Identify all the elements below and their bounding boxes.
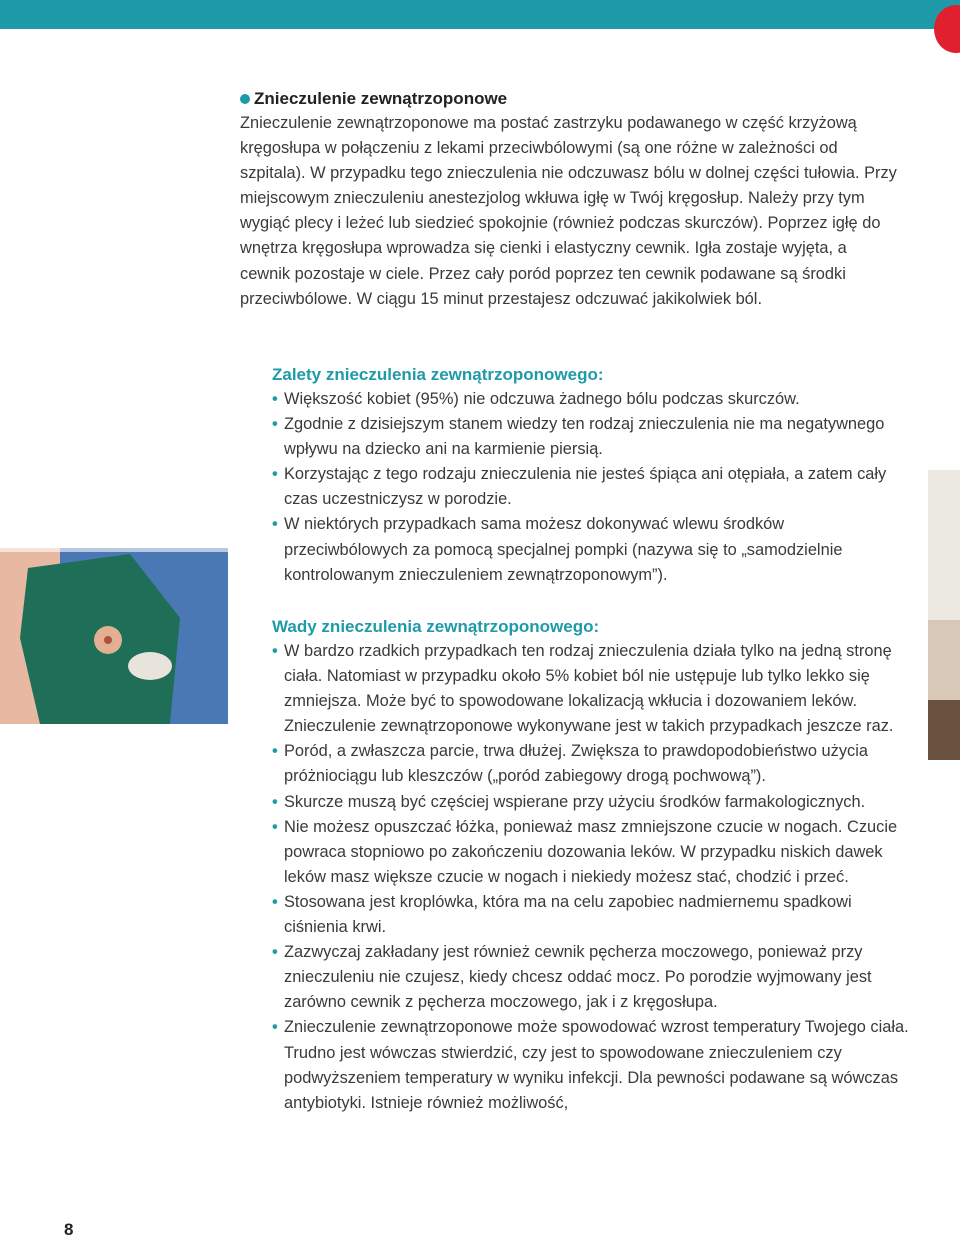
intro-section bbox=[240, 86, 900, 312]
advantages-list bbox=[272, 387, 912, 588]
list-item: • Zgodnie z dzisiejszym stanem wiedzy ten rodzaj znieczulenia nie ma negatywnego wpływu na dziecko ani na karmienie piersią. bbox=[272, 412, 912, 462]
list-item: • W bardzo rzadkich przypadkach ten rodzaj znieczulenia działa tylko na jedną stronę ciała. Natomiast w przypadku około 5% kobiet ból nie ustępuje lub tylko lekko się zmniejsza. Może być to spowodowane lokalizacją wkłucia i dozowaniem leków. Znieczulenie zewnątrzoponowe wykonywane jest w takich przypadkach jeszcze raz. bbox=[272, 639, 912, 739]
intro-heading bbox=[240, 86, 900, 111]
list-item: • Znieczulenie zewnątrzoponowe może spowodować wzrost temperatury Twojego ciała. Trudno jest wówczas stwierdzić, czy jest to spowodowane znieczuleniem czy podwyższeniem temperatury w wyniku infekcji. Dla pewności podawane są wówczas antybiotyki. Istnieje również możliwość, bbox=[272, 1015, 912, 1115]
advantages-section bbox=[272, 362, 912, 588]
bullet-icon: • bbox=[272, 1018, 278, 1037]
list-item: • Stosowana jest kroplówka, która ma na celu zapobiec nadmiernemu spadkowi ciśnienia krwi. bbox=[272, 890, 912, 940]
bullet-dot-icon bbox=[240, 94, 250, 104]
bullet-icon: • bbox=[272, 515, 278, 534]
list-item: • Skurcze muszą być częściej wspierane przy użyciu środków farmakologicznych. bbox=[272, 790, 912, 815]
list-item: • Nie możesz opuszczać łóżka, ponieważ masz zmniejszone czucie w nogach. Czucie powraca stopniowo po zakończeniu dozowania leków. W przypadku niskich dawek leków masz większe czucie w nogach i niekiedy możesz stać, chodzić i przeć. bbox=[272, 815, 912, 890]
bullet-icon: • bbox=[272, 642, 278, 660]
bullet-icon: • bbox=[272, 817, 278, 836]
bullet-icon: • bbox=[272, 943, 278, 962]
advantages-heading: Zalety znieczulenia zewnątrzoponowego: bbox=[272, 365, 604, 384]
side-photo-illustration bbox=[928, 470, 960, 778]
bullet-icon: • bbox=[272, 465, 278, 484]
disadvantages-list bbox=[272, 639, 912, 1116]
list-item: • Zazwyczaj zakładany jest również cewnik pęcherza moczowego, ponieważ przy znieczuleniu nie czujesz, kiedy chcesz oddać mocz. Po porodzie wyjmowany jest zarówno cewnik z pęcherza moczowego, jak i z kręgosłupa. bbox=[272, 940, 912, 1015]
list-item: • Korzystając z tego rodzaju znieczulenia nie jesteś śpiąca ani otępiała, a zatem cały czas uczestniczysz w porodzie. bbox=[272, 462, 912, 512]
list-item: • Poród, a zwłaszcza parcie, trwa dłużej. Zwiększa to prawdopodobieństwo użycia próżniociągu lub kleszczów („poród zabiegowy drogą pochwową”). bbox=[272, 739, 912, 789]
disadvantages-section bbox=[272, 614, 912, 1116]
bullet-icon: • bbox=[272, 892, 278, 911]
bullet-icon: • bbox=[272, 390, 278, 408]
page-number: 8 bbox=[64, 1220, 74, 1239]
bullet-icon: • bbox=[272, 792, 278, 811]
list-item: • W niektórych przypadkach sama możesz dokonywać wlewu środków przeciwbólowych za pomocą specjalnej pompki (nazywa się to „samodzielnie kontrolowanym znieczuleniem zewnątrzoponowym”). bbox=[272, 512, 912, 587]
epidural-photo-illustration bbox=[0, 548, 228, 724]
bullet-icon: • bbox=[272, 742, 278, 761]
epidural-photo bbox=[0, 548, 228, 724]
bullet-icon: • bbox=[272, 415, 278, 434]
intro-paragraph: Znieczulenie zewnątrzoponowe ma postać zastrzyku podawanego w część krzyżową kręgosłupa w połączeniu z lekami przeciwbólowymi (są one różne w zależności od szpitala). W przypadku tego znieczulenia nie odczuwasz bólu w dolnej części tułowia. Przy miejscowym znieczuleniu anestezjolog wkłuwa igłę w Twój kręgosłup. Należy przy tym wygiąć plecy i leżeć lub siedzieć spokojnie (również podczas skurczów). Poprzez igłę do wnętrza kręgosłupa wprowadza się cienki i elastyczny cewnik. Igła zostaje wyjęta, a cewnik pozostaje w ciele. Przez cały poród poprzez ten cewnik podawane są środki przeciwbólowe. W ciągu 15 minut przestajesz odczuwać jakikolwiek ból. bbox=[240, 114, 897, 308]
side-photo bbox=[928, 470, 960, 778]
top-header-bar bbox=[0, 0, 960, 29]
list-item: • Większość kobiet (95%) nie odczuwa żadnego bólu podczas skurczów. bbox=[272, 387, 912, 412]
disadvantages-heading: Wady znieczulenia zewnątrzoponowego: bbox=[272, 617, 600, 636]
intro-heading-text: Znieczulenie zewnątrzoponowe bbox=[254, 89, 508, 108]
